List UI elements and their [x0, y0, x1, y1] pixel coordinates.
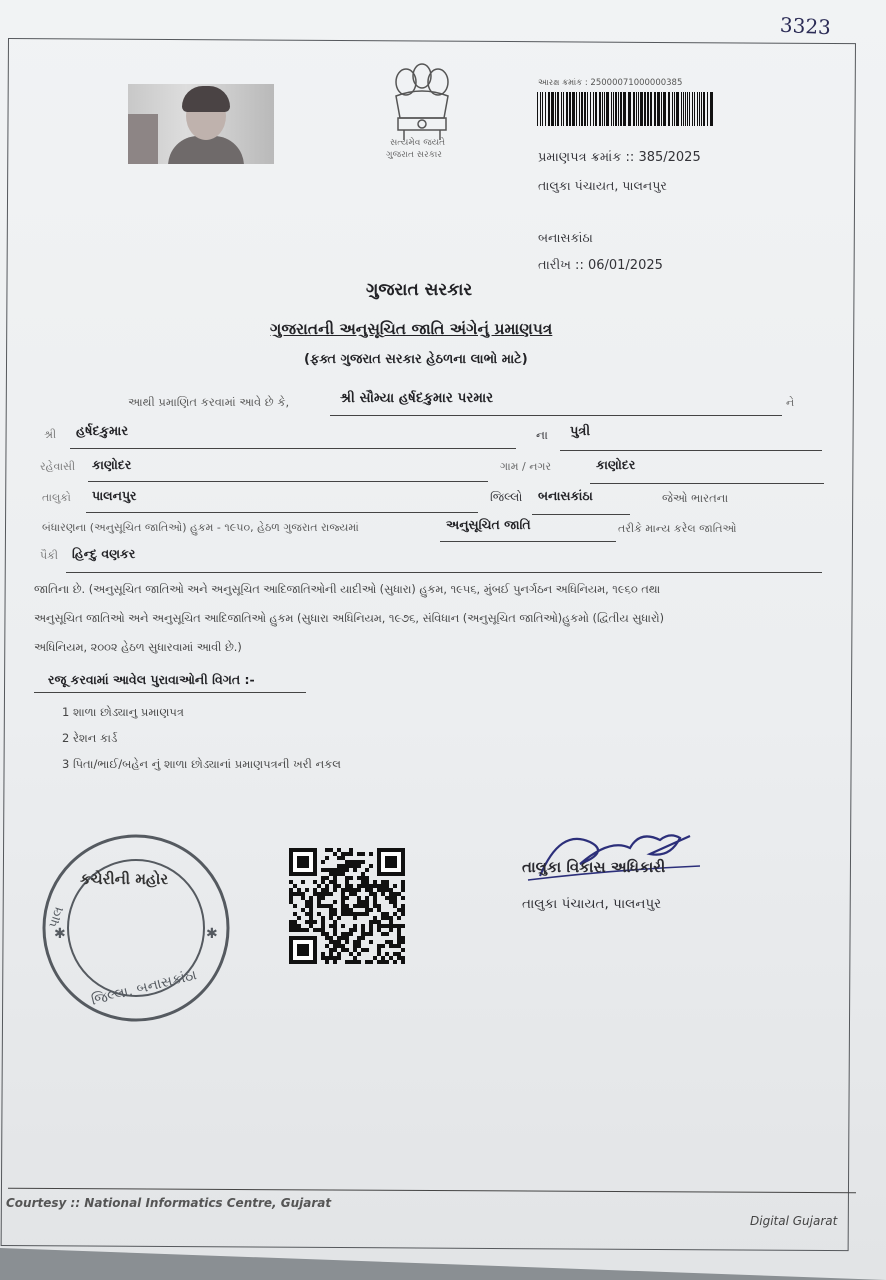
certificate-title: ગુજરાતની અનુસૂચિત જાતિ અંગેનું પ્રમાણપત્ર	[270, 320, 553, 338]
certificate-number: પ્રમાણપત્ર ક્રમાંક :: 385/2025	[538, 150, 701, 165]
signature	[520, 818, 710, 888]
emblem-motto: સત્યમેવ જયતે	[390, 138, 446, 148]
village-value: કાણોદર	[596, 457, 636, 472]
village-label: ગામ / નગર	[500, 460, 552, 473]
seal-ring-text: જિલ્લા. બનાસકાંઠા	[89, 967, 199, 1009]
issuing-office: તાલુકા પંચાયત, પાલનપુર	[538, 178, 667, 193]
header-district: બનાસકાંઠા	[538, 230, 593, 245]
svg-text:✱: ✱	[206, 926, 218, 942]
signatory-office: તાલુકા પંચાયત, પાલનપુર	[522, 896, 662, 912]
who-label: જેઓ ભારતના	[662, 491, 729, 505]
taluka-label: તાલુકો	[42, 491, 71, 504]
footer-courtesy: Courtesy :: National Informatics Centre, Gujarat	[6, 1196, 332, 1210]
handwritten-number: 3323	[779, 12, 832, 40]
emblem-caption: ગુજરાત સરકાર	[386, 150, 442, 160]
footer-brand: Digital Gujarat	[750, 1214, 838, 1228]
district-value: બનાસકાંઠા	[538, 488, 593, 503]
applicant-name: શ્રી સૌમ્યા હર્ષદકુમાર પરમાર	[340, 390, 494, 406]
paragraph-line-2: અનુસૂચિત જાતિઓ અને અનુસૂચિત આદિજાતિઓ હુકમ (સુધારા અધિનિયમ, ૧૯૭૬, સંવિધાન (અનુસૂચિત જાતિઓ)હુકમો (દ્વિતીય સુધારો)	[34, 612, 665, 625]
office-seal	[38, 830, 234, 1026]
signatory-designation: તાલુકા વિકાસ અધિકારી	[522, 858, 666, 876]
father-name: હર્ષદકુમાર	[76, 424, 129, 439]
applicant-photo	[128, 84, 274, 164]
caste-category: અનુસૂચિત જાતિ	[446, 517, 531, 532]
constitution-text: બંધારણના (અનુસૂચિત જાતિઓ) હુકમ - ૧૯૫૦, હેઠળ ગુજરાત રાજ્યમાં	[42, 521, 359, 534]
barcode	[537, 92, 715, 126]
resident-label: રહેવાસી	[40, 460, 76, 473]
shri-label: શ્રી	[44, 428, 57, 441]
caste-name: હિન્દુ વણકર	[72, 546, 136, 561]
svg-text:✱: ✱	[54, 926, 66, 942]
taluka-value: પાલનપુર	[92, 488, 137, 503]
certificate-date: તારીખ :: 06/01/2025	[538, 258, 663, 273]
certificate-subtitle: (ફક્ત ગુજરાત સરકાર હેઠળના લાભો માટે)	[304, 352, 528, 367]
government-title: ગુજરાત સરકાર	[366, 280, 473, 300]
paragraph-line-1: જાતિના છે. (અનુસૂચિત જાતિઓ અને અનુસૂચિત આદિજાતિઓની યાદીઓ (સુધારા) હુકમ, ૧૯૫૬, મુંબઈ પુનર્ગઠન અધિનિયમ, ૧૯૬૦ તથા	[34, 583, 661, 596]
recognized-text: તરીકે માન્ય કરેલ જાતિઓ	[618, 522, 737, 535]
seal-title: કચેરીની મહોર	[80, 870, 169, 888]
evidence-item: 3 પિતા/ભાઈ/બહેન નું શાળા છોડ્યાનાં પ્રમાણપત્રની ખરી નકલ	[62, 757, 341, 771]
paragraph-line-3: અધિનિયમ, ૨૦૦૨ હેઠળ સુધારવામાં આવી છે.)	[34, 641, 242, 654]
caste-prefix: પૈકી	[40, 549, 59, 562]
barcode-label: આરક્ષ ક્રમાંક : 25000071000000385	[538, 78, 683, 88]
relation-label: ના	[536, 428, 548, 442]
qr-code	[289, 848, 405, 964]
evidence-item: 2 રેશન કાર્ડ	[62, 731, 118, 745]
evidence-item: 1 શાળા છોડ્યાનુ પ્રમાણપત્ર	[62, 705, 184, 719]
district-label: જિલ્લો	[490, 490, 523, 504]
relation: પુત્રી	[570, 424, 591, 439]
evidence-heading: રજૂ કરવામાં આવેલ પુરાવાઓની વિગત :-	[48, 672, 255, 687]
seal-ring-left: પાલ	[46, 904, 68, 931]
resident-value: કાણોદર	[92, 457, 132, 472]
ne-text: ને	[786, 396, 795, 409]
intro-text: આથી પ્રમાણિત કરવામાં આવે છે કે,	[128, 395, 290, 409]
state-emblem	[382, 56, 462, 166]
